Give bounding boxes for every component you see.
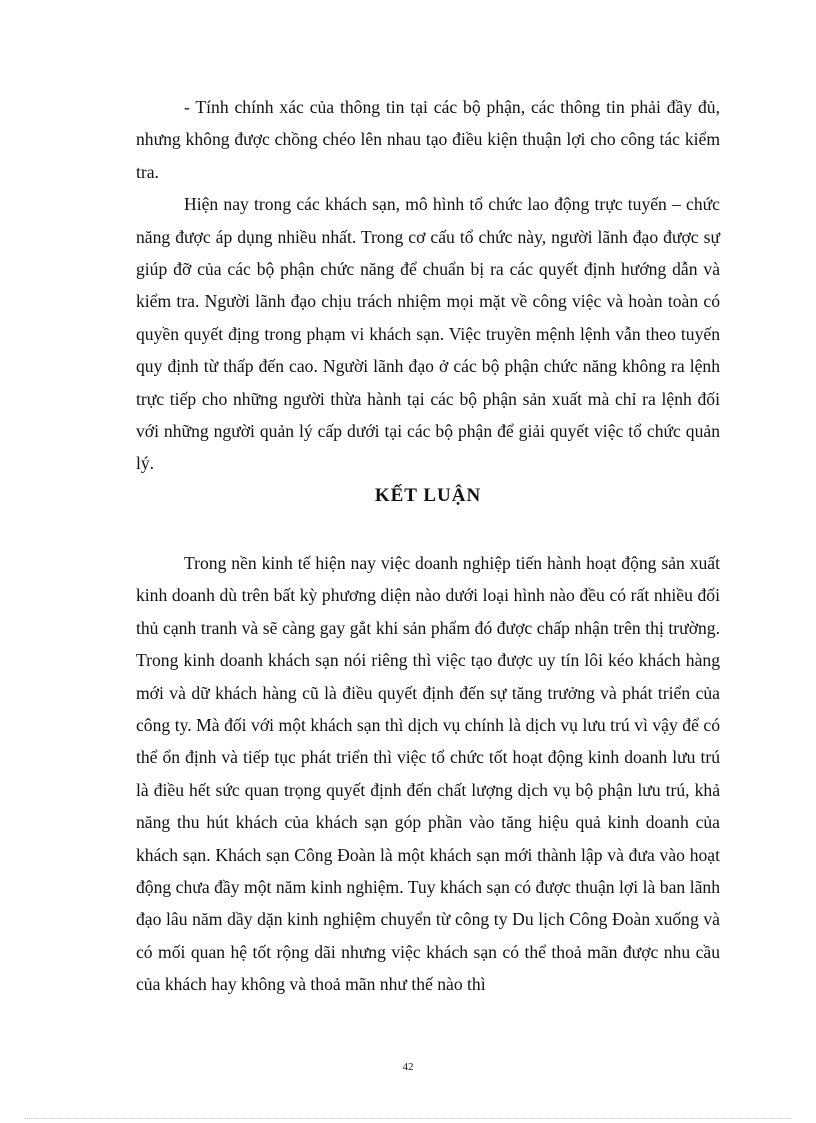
page-number: 42 bbox=[402, 1061, 414, 1073]
page-bottom-edge bbox=[24, 1118, 792, 1119]
paragraph-conclusion: Trong nền kinh tế hiện nay việc doanh nghiệp tiến hành hoạt động sản xuất kinh doanh dù trên bất kỳ phương diện nào dưới loại hình nào đều có rất nhiều đối thủ cạnh tranh và sẽ càng gay gắt khi sản phẩm đó được chấp nhận trên thị trường. Trong kinh doanh khách sạn nói riêng thì việc tạo được uy tín lôi kéo khách hàng mới và dữ khách hàng cũ là điều quyết định đến sự tăng trưởng và phát triển của công ty. Mà đối với một khách sạn thì dịch vụ chính là dịch vụ lưu trú vì vậy để có thể ổn định và tiếp tục phát triển thì việc tổ chức tốt hoạt động kinh doanh lưu trú là điều hết sức quan trọng quyết định đến chất lượng dịch vụ bộ phận lưu trú, khả năng thu hút khách của khách sạn góp phần vào tăng hiệu quả kinh doanh của khách sạn. Khách sạn Công Đoàn là một khách sạn mới thành lập và đưa vào hoạt động chưa đầy một năm kinh nghiệm. Tuy khách sạn có được thuận lợi là ban lãnh đạo lâu năm dầy dặn kinh nghiệm chuyển từ công ty Du lịch Công Đoàn xuống và có mối quan hệ tốt rộng dãi nhưng việc khách sạn có thể thoả mãn được nhu cầu của khách hay không và thoả mãn như thế nào thì bbox=[136, 553, 720, 995]
body-section-intro bbox=[136, 91, 720, 480]
body-section-conclusion bbox=[136, 547, 720, 1001]
paragraph-accuracy: - Tính chính xác của thông tin tại các bộ phận, các thông tin phải đầy đủ, nhưng không được chồng chéo lên nhau tạo điều kiện thuận lợi cho công tác kiểm tra. bbox=[136, 97, 720, 182]
paragraph-organization-model: Hiện nay trong các khách sạn, mô hình tổ chức lao động trực tuyến – chức năng được áp dụng nhiều nhất. Trong cơ cấu tổ chức này, người lãnh đạo được sự giúp đỡ của các bộ phận chức năng để chuẩn bị ra các quyết định hướng dẫn và kiểm tra. Người lãnh đạo chịu trách nhiệm mọi mặt về công việc và hoàn toàn có quyền quyết địng trong phạm vi khách sạn. Việc truyền mệnh lệnh vẫn theo tuyến quy định từ thấp đến cao. Người lãnh đạo ở các bộ phận chức năng không ra lệnh trực tiếp cho những người thừa hành tại các bộ phận sản xuất mà chỉ ra lệnh đối với những người quản lý cấp dưới tại các bộ phận để giải quyết việc tổ chức quản lý. bbox=[136, 194, 720, 474]
section-heading-conclusion: KẾT LUẬN bbox=[374, 485, 482, 506]
